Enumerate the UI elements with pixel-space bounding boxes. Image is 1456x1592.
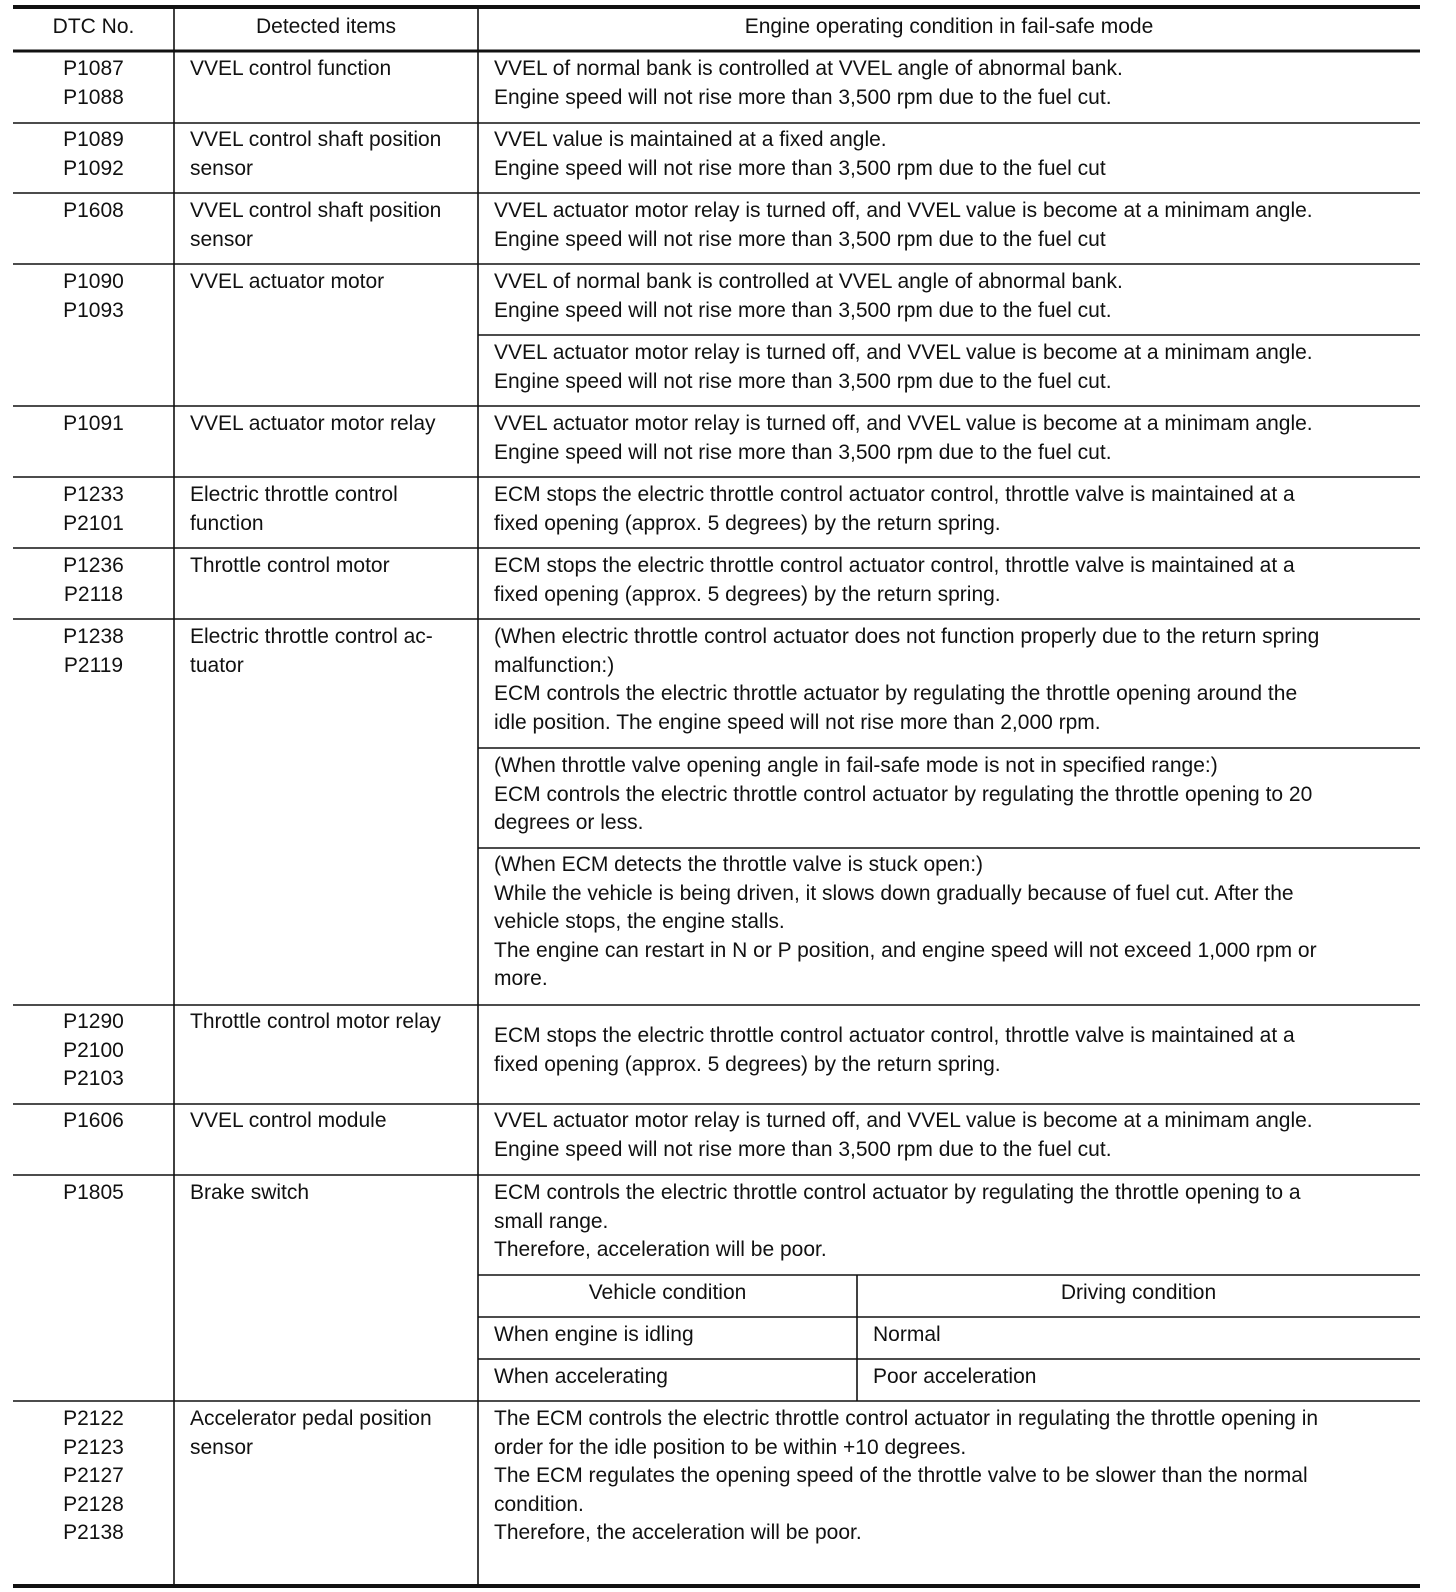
fail-safe-condition: ECM stops the electric throttle control actuator control, throttle valve is maintained at a fixed opening (approx. 5 degrees) by the return spring.	[494, 554, 1295, 606]
fail-safe-condition: VVEL actuator motor relay is turned off, and VVEL value is become at a minimam angle. Engine speed will not rise more than 3,500 rpm due to the fuel cut.	[494, 341, 1313, 393]
subtable-cell: When accelerating	[494, 1365, 668, 1388]
dtc-codes: P1606	[63, 1109, 124, 1132]
dtc-codes: P1090 P1093	[63, 270, 124, 322]
dtc-codes: P1091	[63, 412, 124, 435]
fail-safe-condition: VVEL of normal bank is controlled at VVEL angle of abnormal bank. Engine speed will not rise more than 3,500 rpm due to the fuel cut.	[494, 57, 1123, 109]
fail-safe-condition: ECM stops the electric throttle control actuator control, throttle valve is maintained at a fixed opening (approx. 5 degrees) by the return spring.	[494, 1024, 1295, 1076]
subtable-header-driving-condition: Driving condition	[1060, 1281, 1217, 1304]
detected-item: VVEL control module	[190, 1109, 387, 1132]
dtc-codes: P2122 P2123 P2127 P2128 P2138	[63, 1407, 124, 1545]
detected-item: Brake switch	[190, 1181, 310, 1204]
subtable-cell: Normal	[873, 1323, 941, 1346]
fail-safe-condition: VVEL actuator motor relay is turned off, and VVEL value is become at a minimam angle. Engine speed will not rise more than 3,500 rpm due to the fuel cut.	[494, 1109, 1313, 1161]
dtc-codes: P1233 P2101	[63, 483, 124, 535]
detected-item: Throttle control motor relay	[190, 1010, 441, 1033]
detected-item: VVEL actuator motor relay	[190, 412, 436, 435]
fail-safe-condition: ECM stops the electric throttle control actuator control, throttle valve is maintained at a fixed opening (approx. 5 degrees) by the return spring.	[494, 483, 1295, 535]
fail-safe-condition: ECM controls the electric throttle control actuator by regulating the throttle opening to a small range. Therefore, acceleration will be poor.	[494, 1181, 1301, 1262]
detected-item: Electric throttle control ac- tuator	[190, 625, 433, 677]
detected-item: VVEL control shaft position sensor	[190, 199, 442, 251]
subtable-cell: Poor acceleration	[873, 1365, 1037, 1388]
fail-safe-condition: (When electric throttle control actuator does not function properly due to the return spring malfunction:) ECM controls the electric throttle actuator by regulating the throttle opening around the idle position. The engine speed will not rise more than 2,000 rpm.	[494, 625, 1320, 734]
fail-safe-condition: VVEL actuator motor relay is turned off, and VVEL value is become at a minimam angle. Engine speed will not rise more than 3,500 rpm due to the fuel cut.	[494, 412, 1313, 464]
dtc-codes: P1238 P2119	[63, 625, 124, 677]
dtc-codes: P1236 P2118	[63, 554, 124, 606]
header-fail-safe-condition: Engine operating condition in fail-safe mode	[744, 15, 1154, 38]
fail-safe-condition: VVEL actuator motor relay is turned off, and VVEL value is become at a minimam angle. Engine speed will not rise more than 3,500 rpm due to the fuel cut	[494, 199, 1313, 251]
dtc-codes: P1087 P1088	[63, 57, 124, 109]
detected-item: Electric throttle control function	[190, 483, 398, 535]
header-detected-items: Detected items	[255, 15, 397, 38]
subtable-cell: When engine is idling	[494, 1323, 694, 1346]
fail-safe-condition: The ECM controls the electric throttle control actuator in regulating the throttle opening in order for the idle position to be within +10 degrees. The ECM regulates the opening speed of the throttle valve to be slower than the normal condition. Therefore, the acceleration will be poor.	[494, 1407, 1319, 1545]
detected-item: Accelerator pedal position sensor	[190, 1407, 432, 1459]
fail-safe-condition: VVEL value is maintained at a fixed angle. Engine speed will not rise more than 3,500 rpm due to the fuel cut	[494, 128, 1106, 180]
detected-item: Throttle control motor	[190, 554, 390, 577]
dtc-codes: P1089 P1092	[63, 128, 124, 180]
detected-item: VVEL control function	[190, 57, 392, 80]
detected-item: VVEL control shaft position sensor	[190, 128, 442, 180]
subtable-header-vehicle-condition: Vehicle condition	[588, 1281, 747, 1304]
header-dtc-no: DTC No.	[52, 15, 135, 38]
detected-item: VVEL actuator motor	[190, 270, 385, 293]
dtc-codes: P1290 P2100 P2103	[63, 1010, 124, 1091]
fail-safe-condition: (When throttle valve opening angle in fail-safe mode is not in specified range:) ECM controls the electric throttle control actuator by regulating the throttle opening to 20 degrees or less.	[494, 754, 1313, 835]
fail-safe-condition: VVEL of normal bank is controlled at VVEL angle of abnormal bank. Engine speed will not rise more than 3,500 rpm due to the fuel cut.	[494, 270, 1123, 322]
fail-safe-condition: (When ECM detects the throttle valve is stuck open:) While the vehicle is being driven, it slows down gradually because of fuel cut. After the vehicle stops, the engine stalls. The engine can restart in N or P position, and engine speed will not exceed 1,000 rpm or more.	[494, 853, 1317, 991]
dtc-codes: P1805	[63, 1181, 124, 1204]
dtc-codes: P1608	[63, 199, 124, 222]
